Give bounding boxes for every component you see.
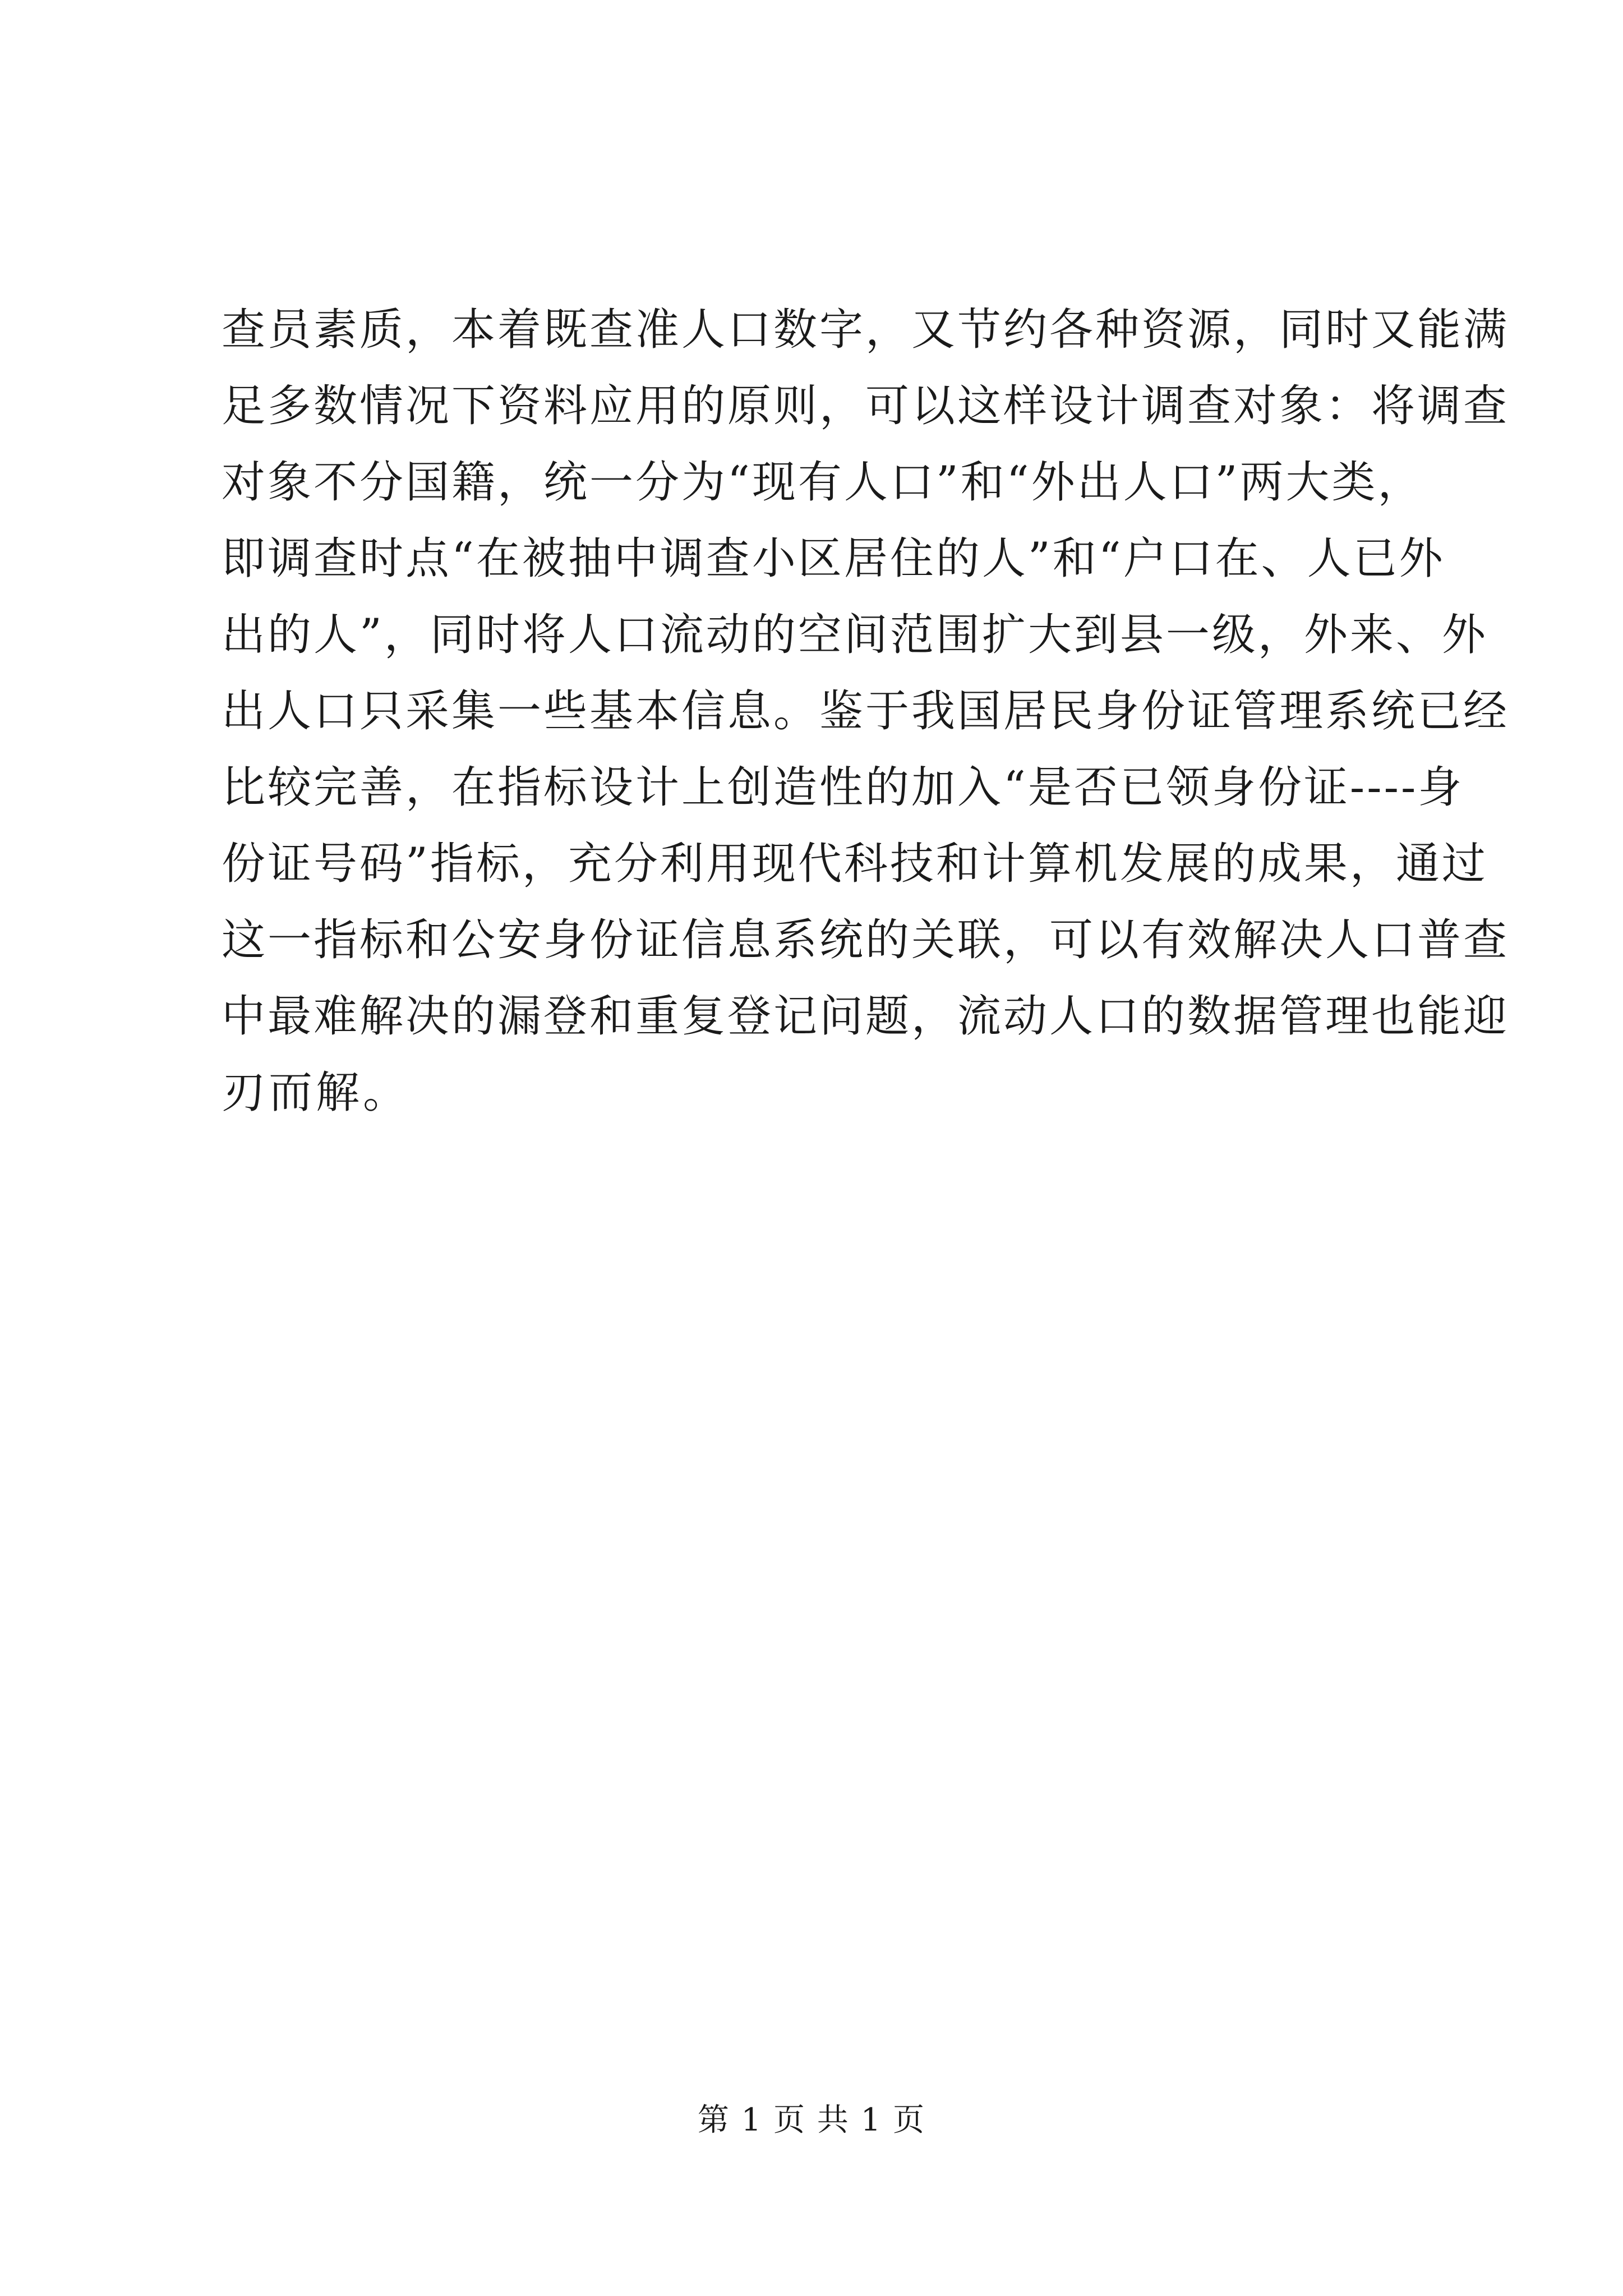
paragraph-line: 份证号码”指标，充分利用现代科技和计算机发展的成果，通过: [222, 839, 1488, 889]
paragraph-line: 即调查时点“在被抽中调查小区居住的人”和“户口在、人已外: [222, 533, 1445, 584]
paragraph-line: 比较完善，在指标设计上创造性的加入“是否已领身份证----身: [222, 762, 1464, 813]
paragraph-line: 这一指标和公安身份证信息系统的关联，可以有效解决人口普查: [222, 915, 1510, 965]
paragraph-line: 出人口只采集一些基本信息。鉴于我国居民身份证管理系统已经: [222, 686, 1510, 737]
paragraph-line: 查员素质，本着既查准人口数字，又节约各种资源，同时又能满: [222, 305, 1510, 355]
paragraph-line: 对象不分国籍，统一分为“现有人口”和“外出人口”两大类，: [222, 457, 1424, 508]
body-paragraph: [222, 292, 1510, 1131]
page-footer: [0, 2098, 1623, 2143]
paragraph-line: 足多数情况下资料应用的原则，可以这样设计调查对象：将调查: [222, 381, 1510, 431]
paragraph-line: 出的人”，同时将人口流动的空间范围扩大到县一级，外来、外: [222, 610, 1488, 660]
paragraph-line: 刃而解。: [222, 1068, 411, 1118]
paragraph-line: 中最难解决的漏登和重复登记问题，流动人口的数据管理也能迎: [222, 991, 1510, 1042]
page-number-label: 第 1 页 共 1 页: [697, 2102, 926, 2138]
